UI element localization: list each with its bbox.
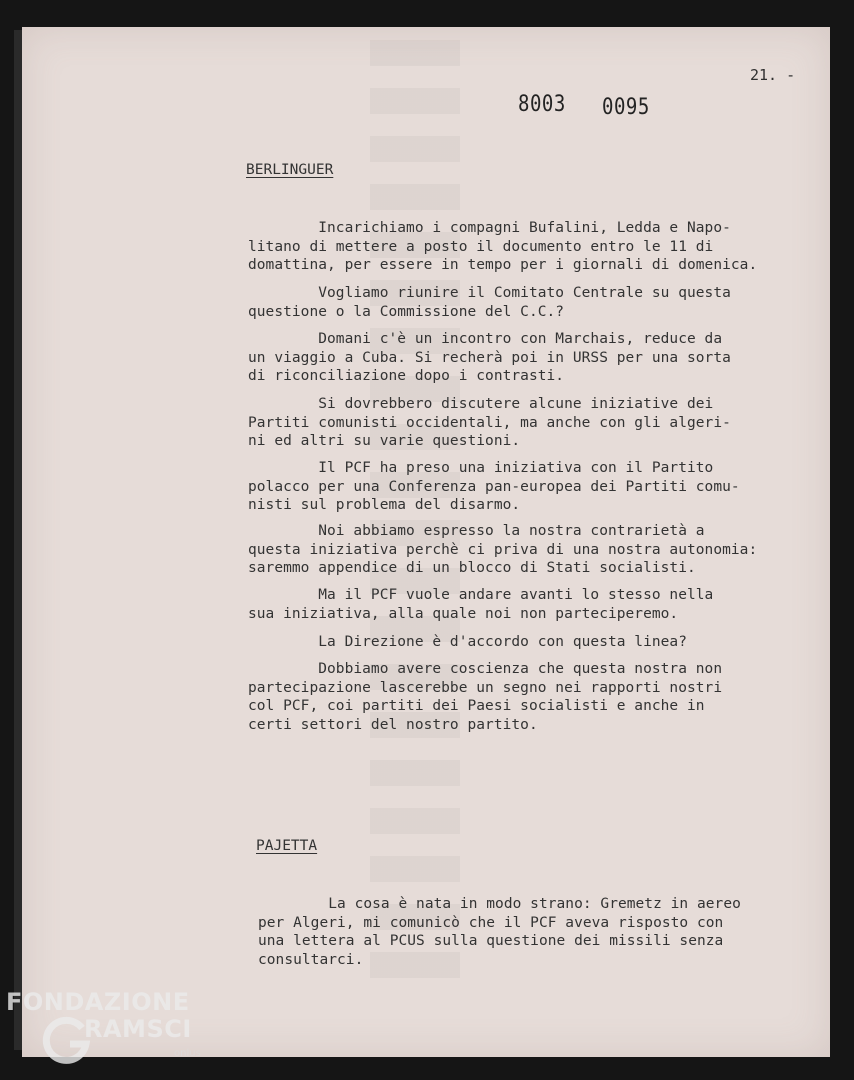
show-through-shadow <box>370 40 460 1000</box>
fondazione-gramsci-watermark <box>6 988 226 1068</box>
paragraph: Ma il PCF vuole andare avanti lo stesso nella sua iniziativa, alla quale noi non parteciperemo. <box>248 587 714 622</box>
paragraph: Il PCF ha preso una iniziativa con il Partito polacco per una Conferenza pan-europea dei Partiti comu- nisti sul problema del disarmo. <box>248 460 740 513</box>
paragraph: Domani c'è un incontro con Marchais, reduce da un viaggio a Cuba. Si recherà poi in URSS per una sorta di riconciliazione dopo i contrasti. <box>248 331 731 384</box>
page-number: 21. - <box>750 66 796 84</box>
watermark-sub: onlus <box>174 1048 201 1059</box>
paragraph: Dobbiamo avere coscienza che questa nostra non partecipazione lascerebbe un segno nei rapporti nostri col PCF, coi partiti dei Paesi socialisti e anche in certi settori del nostro partito. <box>248 661 723 733</box>
speaker-heading-berlinguer: BERLINGUER <box>246 162 334 178</box>
paragraph: Si dovrebbero discutere alcune iniziative dei Partiti comunisti occidentali, ma anche con gli algeri- ni ed altri su varie questioni. <box>248 396 731 449</box>
binder-edge <box>14 30 22 1050</box>
paragraph: La Direzione è d'accordo con questa linea? <box>248 634 687 650</box>
archive-stamp-number: 0095 <box>602 94 650 120</box>
speaker-heading-pajetta: PAJETTA <box>256 838 318 854</box>
paragraph: Noi abbiamo espresso la nostra contrarietà a questa iniziativa perchè ci priva di una nostra autonomia: saremmo appendice di un blocco di Stati socialisti. <box>248 523 758 576</box>
watermark-line2: RAMSCI <box>84 1015 192 1043</box>
paragraph: La cosa è nata in modo strano: Gremetz in aereo per Algeri, mi comunicò che il PCF aveva risposto con una lettera al PCUS sulla questione dei missili senza consultarci. <box>258 896 741 968</box>
paragraph: Vogliamo riunire il Comitato Centrale su questa questione o la Commissione del C.C.? <box>248 285 731 320</box>
watermark-line1: FONDAZIONE <box>6 988 190 1016</box>
paragraph: Incarichiamo i compagni Bufalini, Ledda e Napo- litano di mettere a posto il documento entro le 11 di domattina, per essere in tempo per i giornali di domenica. <box>248 220 758 273</box>
archive-stamp-series: 8003 <box>518 91 566 117</box>
